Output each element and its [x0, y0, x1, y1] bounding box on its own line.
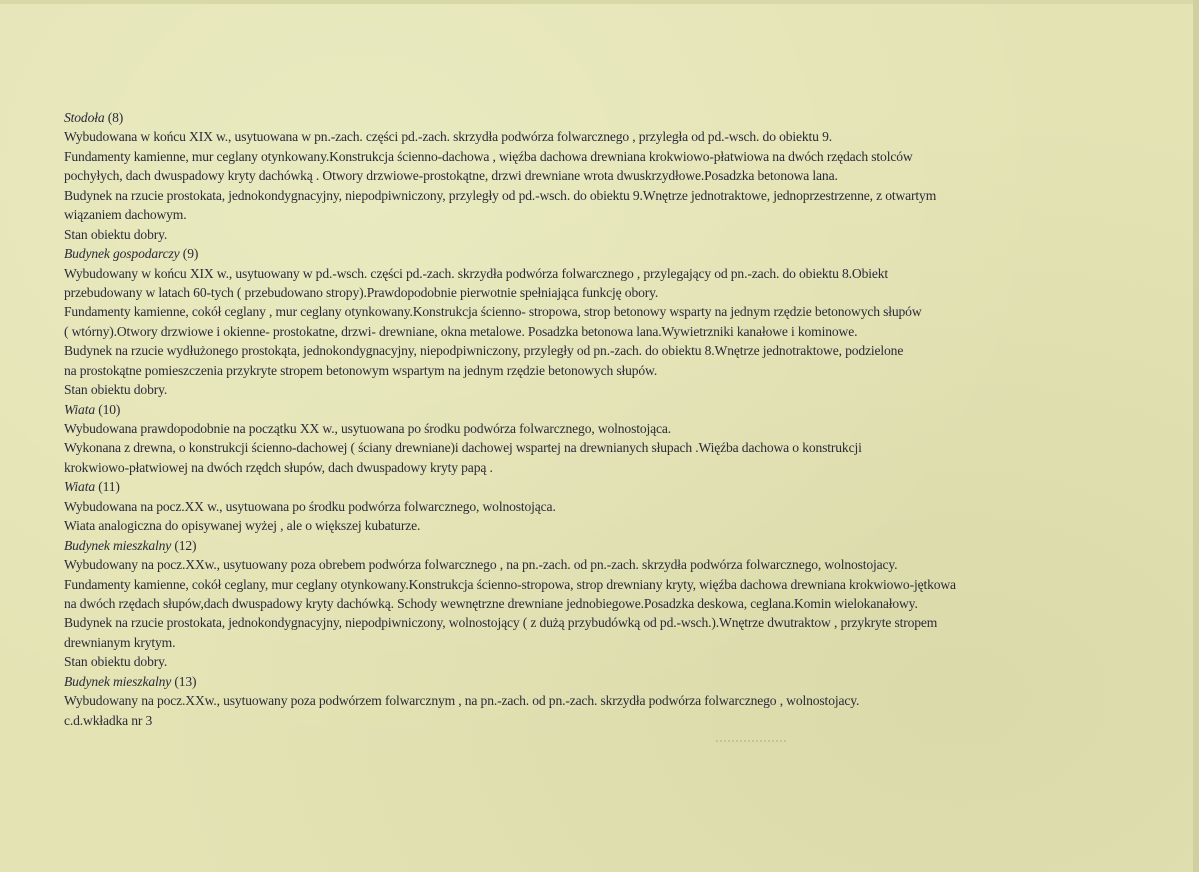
section-number: (12) — [171, 537, 197, 553]
section-number: (11) — [94, 479, 120, 495]
section-number: (13) — [171, 673, 197, 689]
section-budynek-mieszkalny-13 — [64, 672, 1174, 711]
faint-scan-mark — [716, 740, 786, 748]
text-line: na prostokątne pomieszczenia przykryte stropem betonowym wspartym na jednym rzędzie betonowych słupów. — [64, 362, 658, 378]
section-heading — [64, 477, 1174, 496]
continuation-note: c.d.wkładka nr 3 — [64, 712, 153, 728]
text-line: Wiata analogiczna do opisywanej wyżej , ale o większej kubaturze. — [64, 518, 421, 534]
document-text — [64, 108, 1174, 730]
text-line: na dwóch rzędach słupów,dach dwuspadowy kryty dachówką. Schody wewnętrzne drewniane jednobiegowe.Posadzka deskowa, ceglana.Komin wielokanałowy. — [64, 595, 918, 611]
text-line: Wykonana z drewna, o konstrukcji ścienno-dachowej ( ściany drewniane)i dachowej wspartej na drewnianych słupach .Więźba dachowa o konstrukcji — [64, 440, 862, 456]
section-heading — [64, 400, 1174, 419]
text-line: Wybudowana prawdopodobnie na początku XX w., usytuowana po środku podwórza folwarcznego, wolnostojąca. — [64, 421, 672, 436]
section-heading — [64, 108, 1174, 127]
section-budynek-gospodarczy-9 — [64, 244, 1174, 400]
text-line: Budynek na rzucie wydłużonego prostokąta, jednokondygnacyjny, niepodpiwniczony, przyległy od pn.-zach. do obiektu 8.Wnętrze jednotraktowe, podzielone — [64, 343, 904, 359]
section-title: Wiata — [64, 479, 95, 495]
text-line: Wybudowany w końcu XIX w., usytuowany w pd.-wsch. części pd.-zach. skrzydła podwórza folwarcznego , przylegający od pn.-zach. do obiektu 8.Obiekt — [64, 265, 889, 281]
text-line: Budynek na rzucie prostokata, jednokondygnacyjny, niepodpiwniczony, przyległy od pd.-wsch. do obiektu 9.Wnętrze jednotraktowe, jednoprzestrzenne, z otwartym — [64, 187, 937, 203]
text-line: Wybudowana na pocz.XX w., usytuowana po środku podwórza folwarcznego, wolnostojąca. — [64, 498, 556, 514]
section-budynek-mieszkalny-12 — [64, 536, 1174, 672]
section-number: (10) — [94, 401, 121, 417]
text-line: Stan obiektu dobry. — [64, 226, 168, 242]
section-title: Budynek mieszkalny — [64, 673, 172, 689]
section-wiata-11 — [64, 477, 1174, 535]
section-title: Budynek mieszkalny — [64, 537, 172, 553]
text-line: Fundamenty kamienne, cokół ceglany, mur ceglany otynkowany.Konstrukcja ścienno-stropowa, strop drewniany kryty, więźba dachowa drewniana krokwiowo-jętkowa — [64, 576, 956, 592]
text-line: drewnianym krytym. — [64, 634, 176, 650]
section-heading — [64, 244, 1174, 263]
text-line: Fundamenty kamienne, mur ceglany otynkowany.Konstrukcja ścienno-dachowa , więźba dachowa drewniana krokwiowo-płatwiowa na dwóch rzędach stolców — [64, 148, 913, 164]
section-wiata-10 — [64, 400, 1174, 478]
text-line: przebudowany w latach 60-tych ( przebudowano stropy).Prawdopodobnie pierwotnie spełniająca funkcję obory. — [64, 284, 659, 300]
section-heading — [64, 672, 1174, 691]
text-line: pochyłych, dach dwuspadowy kryty dachówką . Otwory drzwiowe-prostokątne, drzwi drewniane wrota dwuskrzydłowe.Posadzka betonowa lana. — [64, 168, 838, 184]
page-top-edge — [0, 0, 1199, 4]
section-title: Stodoła — [64, 110, 105, 125]
text-line: Budynek na rzucie prostokata, jednokondygnacyjny, niepodpiwniczony, wolnostojący ( z dużą przybudówką od pd.-wsch.).Wnętrze dwutraktow , przykryte stropem — [64, 615, 938, 631]
section-title: Wiata — [64, 401, 95, 417]
section-title: Budynek gospodarczy — [64, 246, 180, 262]
text-line: Wybudowana w końcu XIX w., usytuowana w pn.-zach. części pd.-zach. skrzydła podwórza folwarcznego , przyległa od pd.-wsch. do obiektu 9. — [64, 129, 832, 145]
text-line: Stan obiektu dobry. — [64, 382, 168, 398]
text-line: Wybudowany na pocz.XXw., usytuowany poza obrebem podwórza folwarcznego , na pn.-zach. od pn.-zach. skrzydła podwórza folwarcznego, wolnostojacy. — [64, 557, 898, 573]
page-right-edge — [1193, 0, 1199, 872]
text-line: Stan obiektu dobry. — [64, 654, 168, 670]
text-line: Fundamenty kamienne, cokół ceglany , mur ceglany otynkowany.Konstrukcja ścienno- stropowa, strop betonowy wsparty na jednym rzędzie betonowych słupów — [64, 304, 922, 320]
section-stodola-8 — [64, 108, 1174, 244]
text-line: Wybudowany na pocz.XXw., usytuowany poza podwórzem folwarcznym , na pn.-zach. od pn.-zach. skrzydła podwórza folwarcznego , wolnostojacy. — [64, 693, 860, 709]
text-line: krokwiowo-płatwiowej na dwóch rzędch słupów, dach dwuspadowy kryty papą . — [64, 459, 493, 475]
section-number: (8) — [104, 110, 124, 125]
text-line: wiązaniem dachowym. — [64, 207, 187, 223]
section-heading — [64, 536, 1174, 555]
section-number: (9) — [179, 246, 199, 262]
text-line: ( wtórny).Otwory drzwiowe i okienne- prostokatne, drzwi- drewniane, okna metalowe. Posadzka betonowa lana.Wywietrzniki kanałowe i kominowe. — [64, 323, 858, 339]
